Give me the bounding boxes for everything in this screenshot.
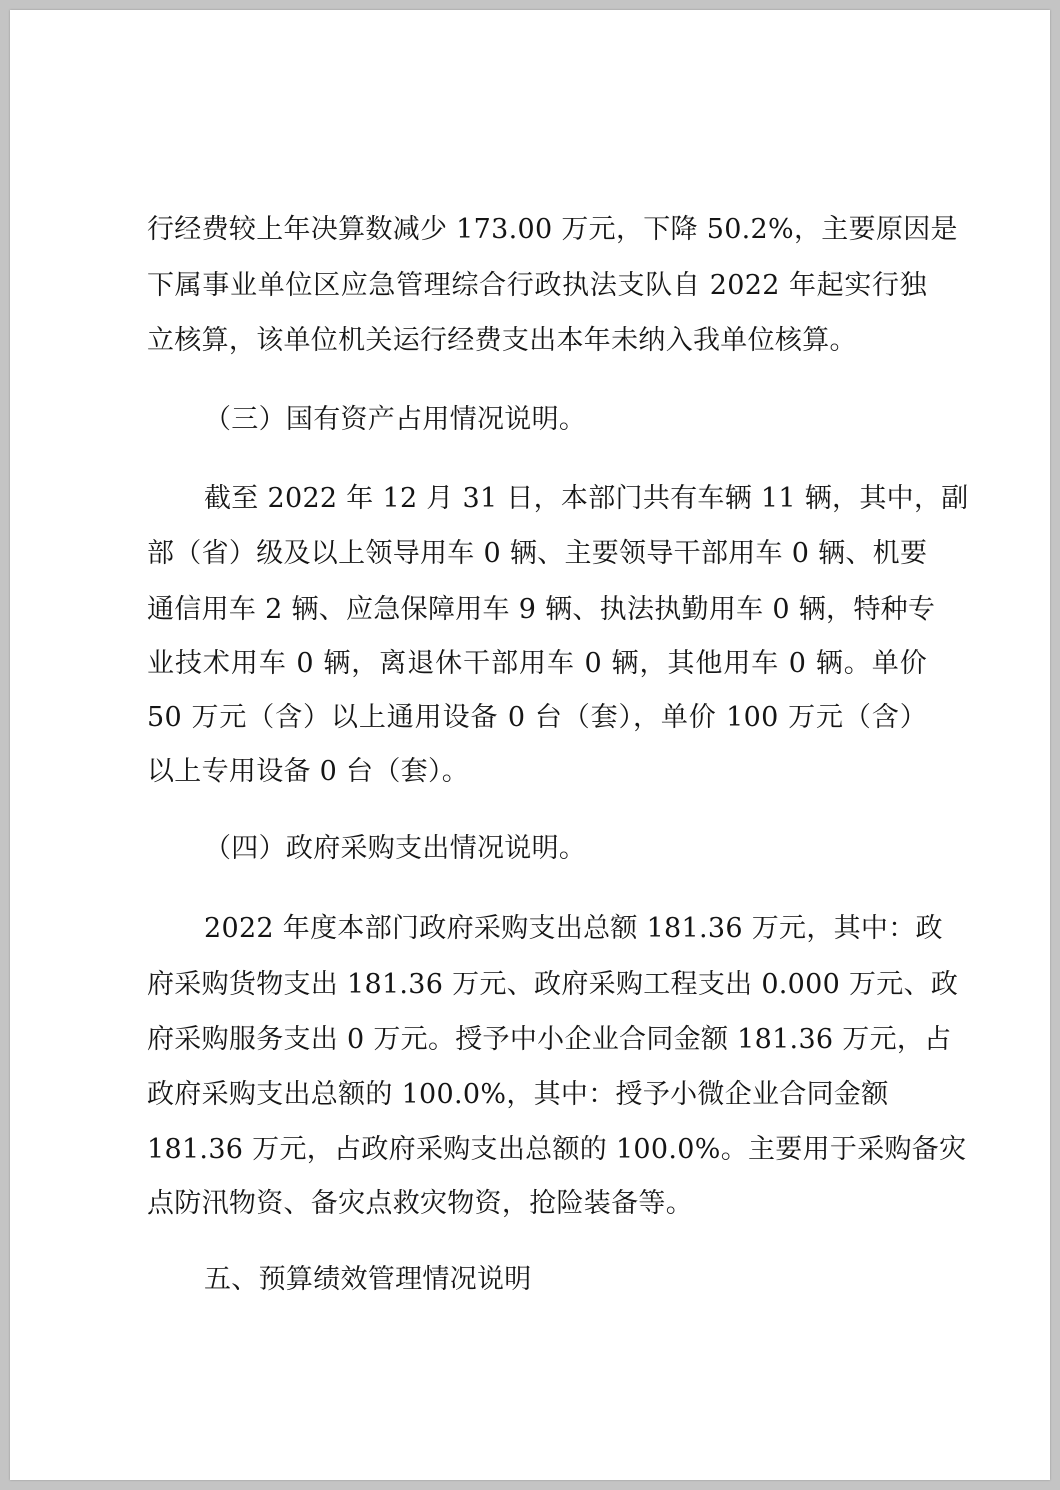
- paragraph-line: 府采购货物支出 181.36 万元、政府采购工程支出 0.000 万元、政: [147, 969, 959, 1000]
- paragraph-line: 点防汛物资、备灾点救灾物资，抢险装备等。: [147, 1188, 693, 1219]
- paragraph-line: 行经费较上年决算数减少 173.00 万元，下降 50.2%，主要原因是: [147, 214, 958, 245]
- paragraph-line: 下属事业单位区应急管理综合行政执法支队自 2022 年起实行独: [147, 270, 927, 301]
- paragraph-line: 181.36 万元，占政府采购支出总额的 100.0%。主要用于采购备灾: [147, 1134, 967, 1165]
- section-heading: （四）政府采购支出情况说明。: [204, 833, 587, 864]
- paragraph-line: 通信用车 2 辆、应急保障用车 9 辆、执法执勤用车 0 辆，特种专: [147, 594, 936, 625]
- paragraph-line: 2022 年度本部门政府采购支出总额 181.36 万元，其中：政: [204, 913, 943, 944]
- paragraph-line: 以上专用设备 0 台（套）。: [147, 756, 470, 787]
- paragraph-line: 业技术用车 0 辆，离退休干部用车 0 辆，其他用车 0 辆。单价: [147, 648, 927, 679]
- paragraph-line: 府采购服务支出 0 万元。授予中小企业合同金额 181.36 万元，占: [147, 1024, 952, 1055]
- paragraph-line: 50 万元（含）以上通用设备 0 台（套），单价 100 万元（含）: [147, 702, 927, 733]
- section-heading: （三）国有资产占用情况说明。: [204, 404, 587, 435]
- section-heading: 五、预算绩效管理情况说明: [204, 1264, 532, 1295]
- paragraph-line: 政府采购支出总额的 100.0%，其中：授予小微企业合同金额: [147, 1079, 889, 1110]
- document-page: [10, 10, 1050, 1480]
- paragraph-line: 立核算，该单位机关运行经费支出本年未纳入我单位核算。: [147, 325, 857, 356]
- paragraph-line: 部（省）级及以上领导用车 0 辆、主要领导干部用车 0 辆、机要: [147, 538, 928, 569]
- paragraph-line: 截至 2022 年 12 月 31 日，本部门共有车辆 11 辆，其中，副: [204, 483, 969, 514]
